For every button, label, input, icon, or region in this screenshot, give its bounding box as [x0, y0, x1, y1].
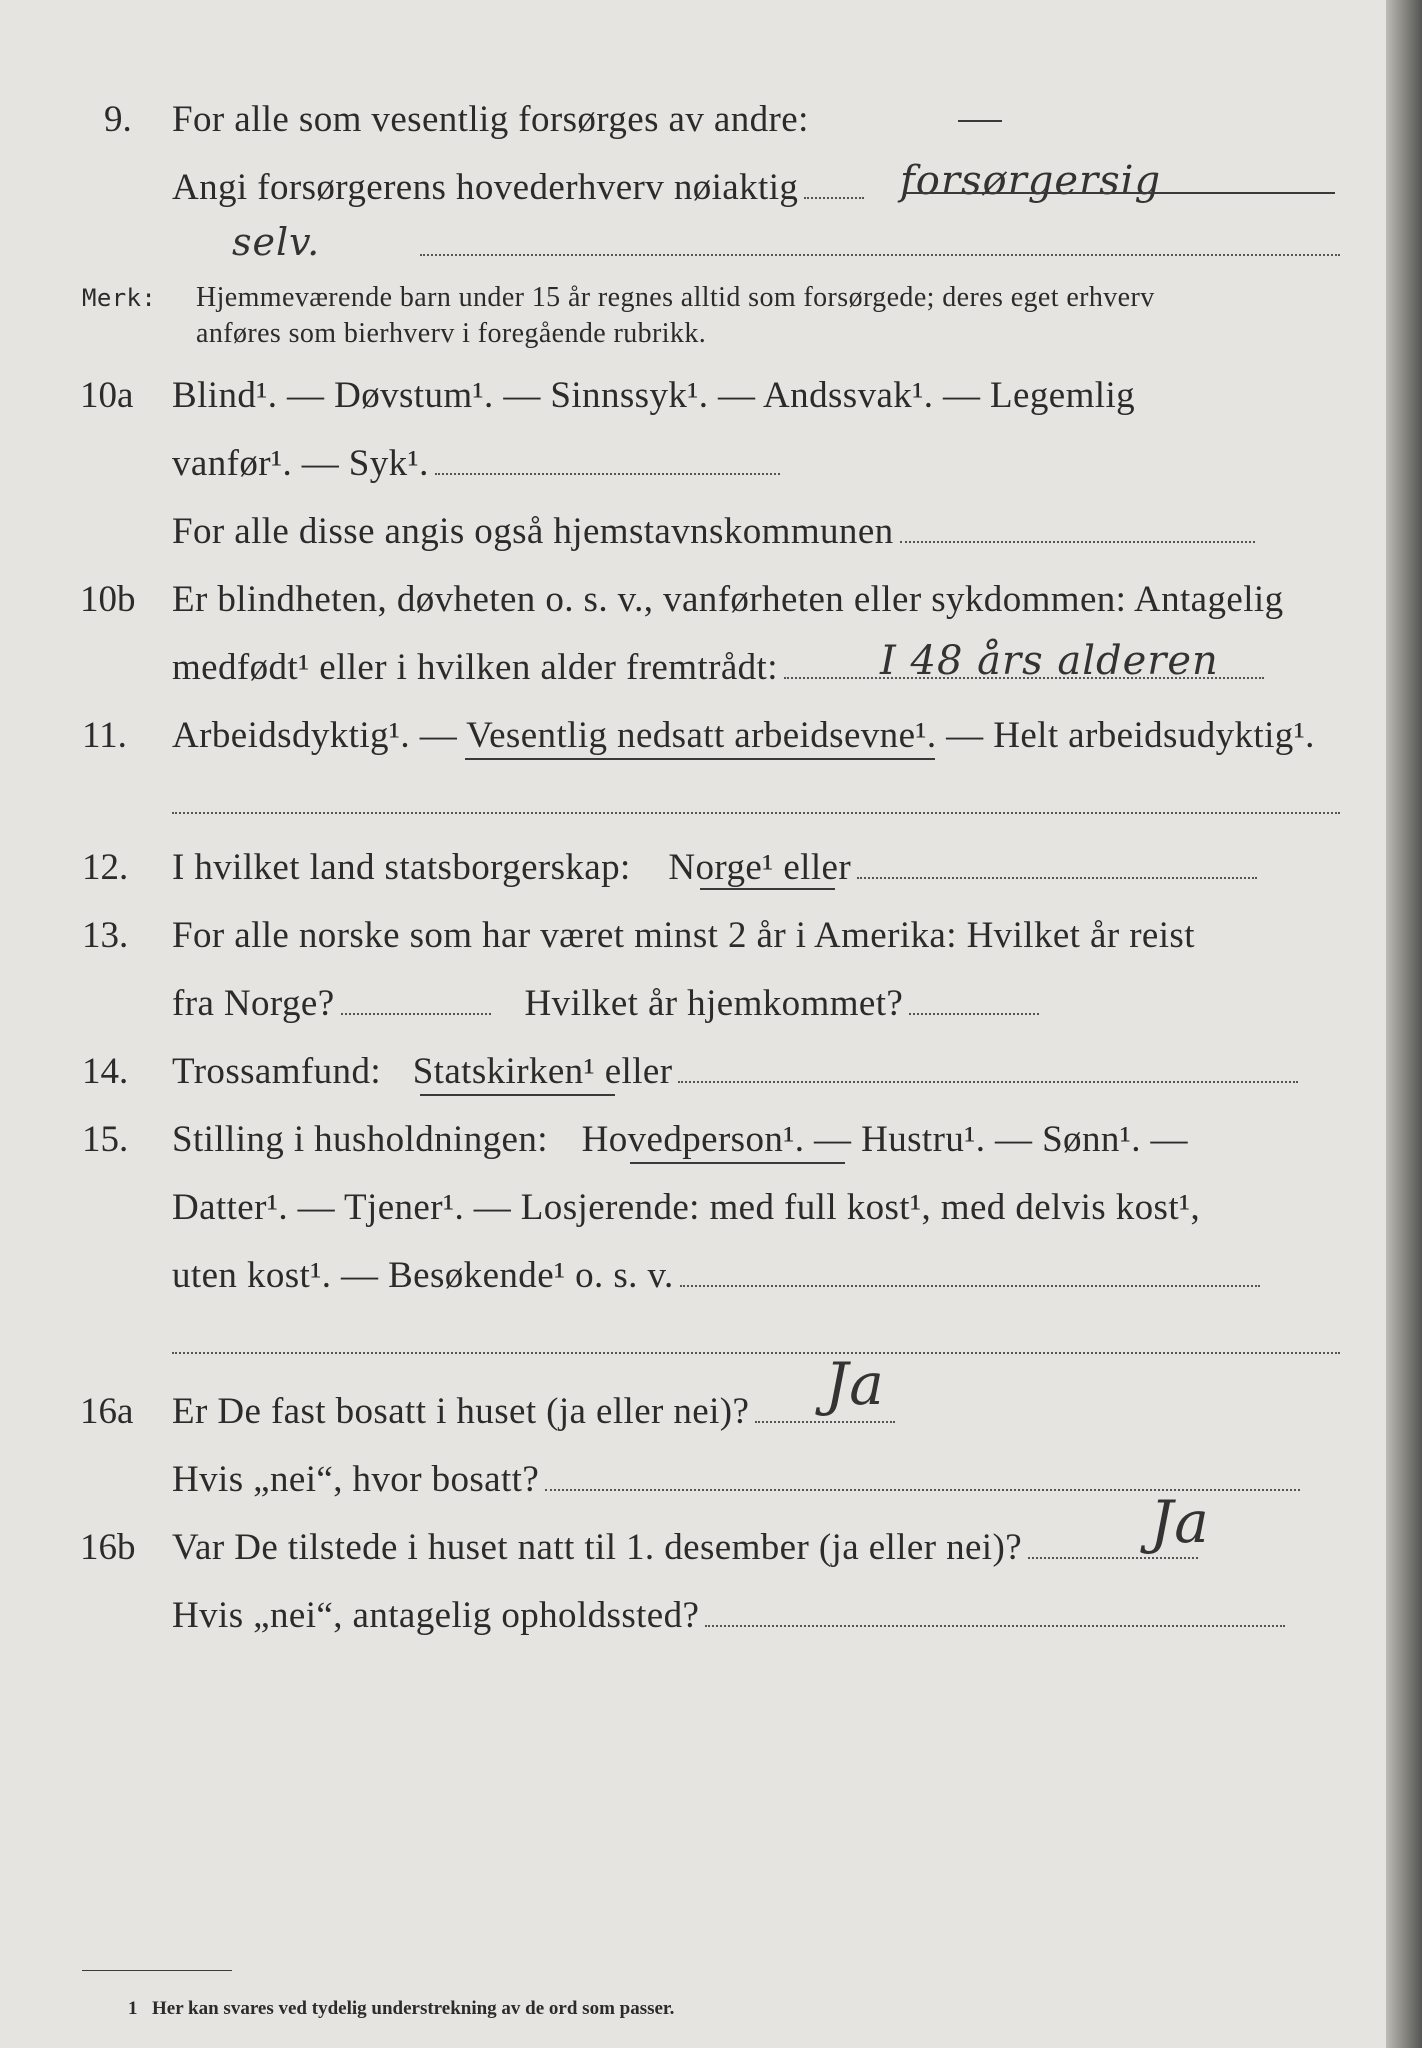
q10b-answer-handwritten: I 48 års alderen [880, 638, 1219, 684]
q11-underlined-answer: Vesentlig nedsatt arbeidsevne [466, 715, 916, 756]
q10b-line1: Er blindheten, døvheten o. s. v., vanførheten eller sykdommen: Antagelig [172, 579, 1284, 620]
q9-dash-mark [958, 120, 1002, 122]
footnote-rule [82, 1970, 232, 1971]
q10b-number: 10b [80, 579, 136, 620]
merk-line2: anføres som bierhverv i foregående rubrikk. [196, 318, 707, 349]
q9-number: 9. [104, 99, 132, 140]
q12-underlined-answer: Norge [668, 847, 763, 888]
q16a-line2: Hvis „nei“, hvor bosatt? [172, 1458, 1300, 1502]
q15-answer-underline [630, 1162, 845, 1164]
q13-line2: fra Norge? Hvilket år hjemkommet? [172, 982, 1039, 1026]
q10a-line2: vanfør¹. — Syk¹. [172, 442, 780, 486]
q9-line2: Angi forsørgerens hovederhverv nøiaktig [172, 166, 864, 210]
q12-number: 12. [82, 847, 129, 888]
merk-label: Merk: [82, 284, 157, 312]
q16a-answer-handwritten: Ja [825, 1350, 885, 1418]
footnote-text: Her kan svares ved tydelig understrekning av de ord som passer. [152, 1998, 675, 2019]
q10b-line2: medfødt¹ eller i hvilken alder fremtrådt: [172, 646, 1264, 690]
q12-line: I hvilket land statsborgerskap: Norge¹ eller [172, 846, 1257, 890]
q10a-line1: Blind¹. — Døvstum¹. — Sinnssyk¹. — Andssvak¹. — Legemlig [172, 375, 1136, 416]
q10a-line3: For alle disse angis også hjemstavnskommunen [172, 510, 1255, 554]
q15-extra-line [172, 1348, 1340, 1354]
q15-underlined-answer: Hovedperson [581, 1119, 784, 1160]
q15-line3: uten kost¹. — Besøkende¹ o. s. v. [172, 1254, 1260, 1298]
q15-line1: Stilling i husholdningen: Hovedperson¹. — Hustru¹. — Sønn¹. — [172, 1119, 1188, 1160]
q10a-number: 10a [80, 375, 134, 416]
q9-line1: For alle som vesentlig forsørges av andre: [172, 99, 809, 140]
q15-number: 15. [82, 1119, 129, 1160]
q16a-line1: Er De fast bosatt i huset (ja eller nei)? [172, 1390, 895, 1434]
q14-line: Trossamfund: Statskirken¹ eller [172, 1050, 1298, 1094]
q9-answer-line [420, 250, 1340, 256]
q9-answer2-handwritten: selv. [232, 220, 321, 264]
q9-answer-strike [905, 192, 1335, 194]
q14-number: 14. [82, 1051, 129, 1092]
q16b-number: 16b [80, 1527, 136, 1568]
q14-answer-underline [420, 1094, 615, 1096]
merk-line1: Hjemmeværende barn under 15 år regnes alltid som forsørgede; deres eget erhverv [196, 282, 1155, 313]
q13-number: 13. [82, 915, 129, 956]
q12-answer-underline [700, 888, 835, 890]
q16b-answer-handwritten: Ja [1150, 1488, 1210, 1556]
q14-underlined-answer: Statskirken [412, 1051, 584, 1092]
footnote-mark: 1 [128, 1998, 138, 2019]
q11-number: 11. [82, 715, 127, 756]
q16a-number: 16a [80, 1391, 134, 1432]
q11-extra-line [172, 808, 1340, 814]
q11-answer-underline [465, 758, 935, 760]
q9-answer-handwritten: forsørgersig [900, 158, 1162, 204]
q15-line2: Datter¹. — Tjener¹. — Losjerende: med full kost¹, med delvis kost¹, [172, 1187, 1201, 1228]
q16b-line1: Var De tilstede i huset natt til 1. desember (ja eller nei)? [172, 1526, 1198, 1570]
q16b-line2: Hvis „nei“, antagelig opholdssted? [172, 1594, 1285, 1638]
q11-line: Arbeidsdyktig¹. — Vesentlig nedsatt arbeidsevne¹. — Helt arbeidsudyktig¹. [172, 715, 1315, 756]
q13-line1: For alle norske som har været minst 2 år i Amerika: Hvilket år reist [172, 915, 1195, 956]
